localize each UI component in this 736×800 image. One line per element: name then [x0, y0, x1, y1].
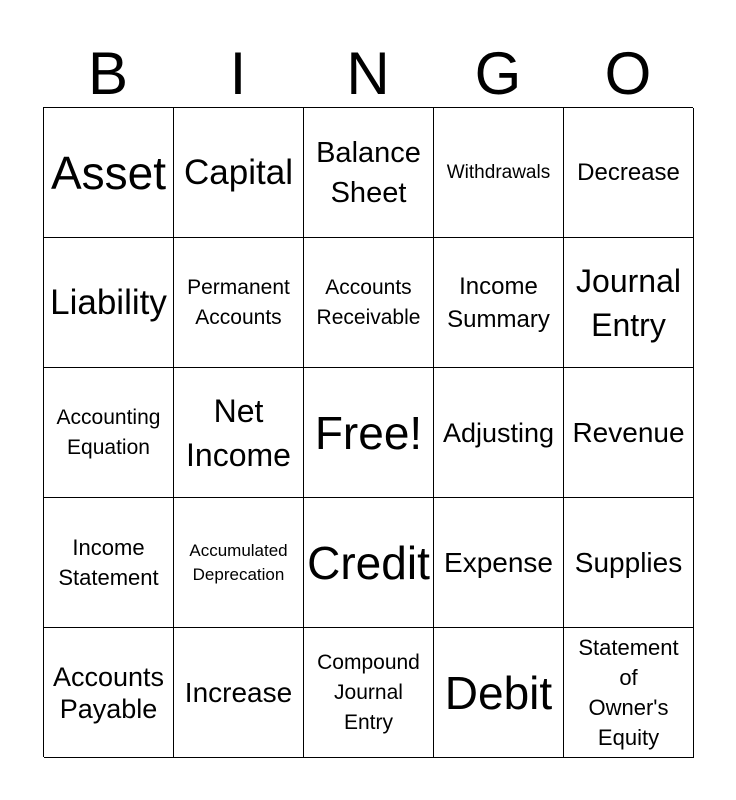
cell-label: Statement of Owner's Equity [578, 634, 679, 750]
header-letter-o: O [604, 40, 652, 107]
bingo-cell [304, 628, 434, 758]
cell-label: Supplies [574, 546, 683, 578]
bingo-cell [434, 498, 564, 628]
cell-label: Decrease [577, 159, 680, 186]
bingo-cell [44, 108, 174, 238]
cell-label: Capital [184, 152, 293, 192]
bingo-cell [44, 498, 174, 628]
bingo-cell [434, 108, 564, 238]
cell-label: Withdrawals [446, 161, 551, 183]
cell-label: Expense [444, 546, 553, 578]
cell-label: Accounts Payable [52, 661, 165, 724]
bingo-cell [564, 238, 694, 368]
bingo-cell [434, 368, 564, 498]
bingo-cell [564, 498, 694, 628]
bingo-cell [304, 108, 434, 238]
bingo-cell [304, 498, 434, 628]
cell-label: Income Summary [447, 272, 550, 333]
cell-label: Revenue [572, 416, 685, 448]
bingo-cell [434, 628, 564, 758]
bingo-cell free-space [304, 368, 434, 498]
cell-label: Adjusting [442, 417, 555, 448]
cell-label: Compound Journal Entry [317, 650, 420, 734]
cell-label: Liability [50, 282, 167, 322]
free-space-label: Free! [314, 406, 423, 459]
bingo-cell [44, 368, 174, 498]
cell-label: Journal Entry [576, 262, 681, 343]
bingo-cell [564, 628, 694, 758]
bingo-cell [44, 238, 174, 368]
cell-label: Debit [444, 666, 553, 719]
bingo-header [43, 40, 693, 108]
cell-label: Accumulated Deprecation [189, 540, 288, 584]
bingo-grid [43, 107, 693, 757]
bingo-cell [564, 368, 694, 498]
cell-label: Income Statement [58, 534, 159, 590]
cell-label: Asset [50, 146, 167, 199]
bingo-cell [174, 628, 304, 758]
cell-label: Credit [307, 536, 430, 589]
bingo-cell [304, 238, 434, 368]
cell-label: Permanent Accounts [187, 275, 290, 329]
bingo-cell [174, 108, 304, 238]
cell-label: Net Income [186, 392, 291, 473]
cell-label: Accounting Equation [56, 405, 161, 459]
header-letter-b: B [87, 40, 129, 107]
header-letter-n: N [346, 40, 390, 107]
bingo-cell [564, 108, 694, 238]
bingo-cell [174, 238, 304, 368]
bingo-cell [174, 368, 304, 498]
header-letter-g: G [474, 40, 522, 107]
cell-label: Accounts Receivable [316, 275, 421, 329]
bingo-cell [174, 498, 304, 628]
bingo-cell [434, 238, 564, 368]
cell-label: Balance Sheet [316, 136, 421, 209]
bingo-cell [44, 628, 174, 758]
header-letter-i: I [229, 40, 247, 107]
cell-label: Increase [184, 676, 293, 708]
